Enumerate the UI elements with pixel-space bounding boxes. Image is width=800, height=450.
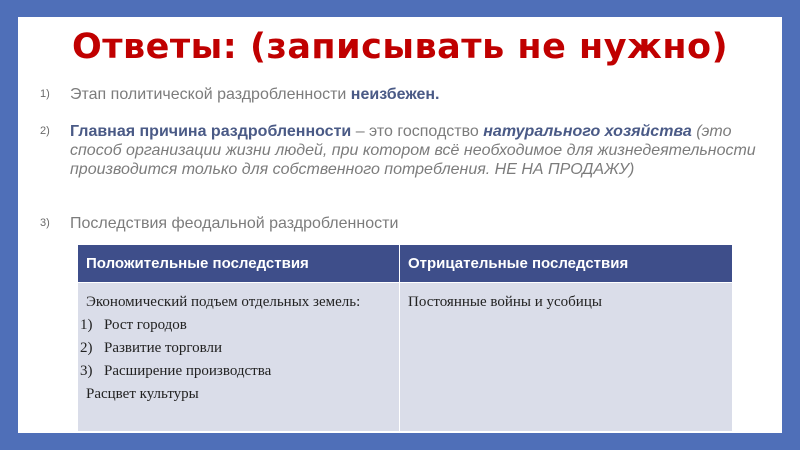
list-number: 2) bbox=[40, 125, 50, 137]
item-bold-lead: Главная причина раздробленности bbox=[70, 123, 352, 140]
list-number: 3) bbox=[40, 217, 50, 229]
header-positive: Положительные последствия bbox=[78, 245, 400, 283]
item-italic: (это способ организации жизни людей, при котором всё необходимое для жизнедеятельности производится только для собственного потребления. НЕ НА ПРОДАЖУ) bbox=[70, 123, 756, 178]
table-row bbox=[78, 283, 733, 432]
list-number: 1) bbox=[40, 88, 50, 100]
item-bold: неизбежен. bbox=[350, 86, 440, 103]
positive-outro: Расцвет культуры bbox=[86, 386, 199, 402]
list-text bbox=[70, 122, 770, 179]
list-item bbox=[80, 314, 399, 337]
item-bold-italic: натурального хозяйства bbox=[483, 123, 692, 140]
cell-negative: Постоянные войны и усобицы bbox=[400, 283, 733, 432]
list-text: Рост городов bbox=[104, 317, 187, 333]
consequences-table bbox=[77, 244, 733, 432]
cell-positive bbox=[78, 283, 400, 432]
item-text: Этап политической раздробленности bbox=[70, 86, 351, 103]
positive-intro: Экономический подъем отдельных земель: bbox=[86, 294, 361, 310]
list-text: Последствия феодальной раздробленности bbox=[70, 215, 399, 232]
list-text: Развитие торговли bbox=[104, 340, 223, 356]
list-number: 2) bbox=[80, 340, 93, 356]
header-negative: Отрицательные последствия bbox=[400, 245, 733, 283]
list-text bbox=[70, 85, 770, 104]
slide-title: Ответы: (записывать не нужно) bbox=[71, 27, 729, 67]
positive-list bbox=[80, 314, 399, 383]
list-text: Расширение производства bbox=[104, 363, 272, 379]
list-number: 1) bbox=[80, 317, 93, 333]
list-number: 3) bbox=[80, 363, 93, 379]
list-item bbox=[80, 337, 399, 360]
table-header-row bbox=[78, 245, 733, 283]
list-item bbox=[80, 360, 399, 383]
slide bbox=[18, 17, 782, 433]
item-text-mid: – это господство bbox=[351, 123, 484, 140]
